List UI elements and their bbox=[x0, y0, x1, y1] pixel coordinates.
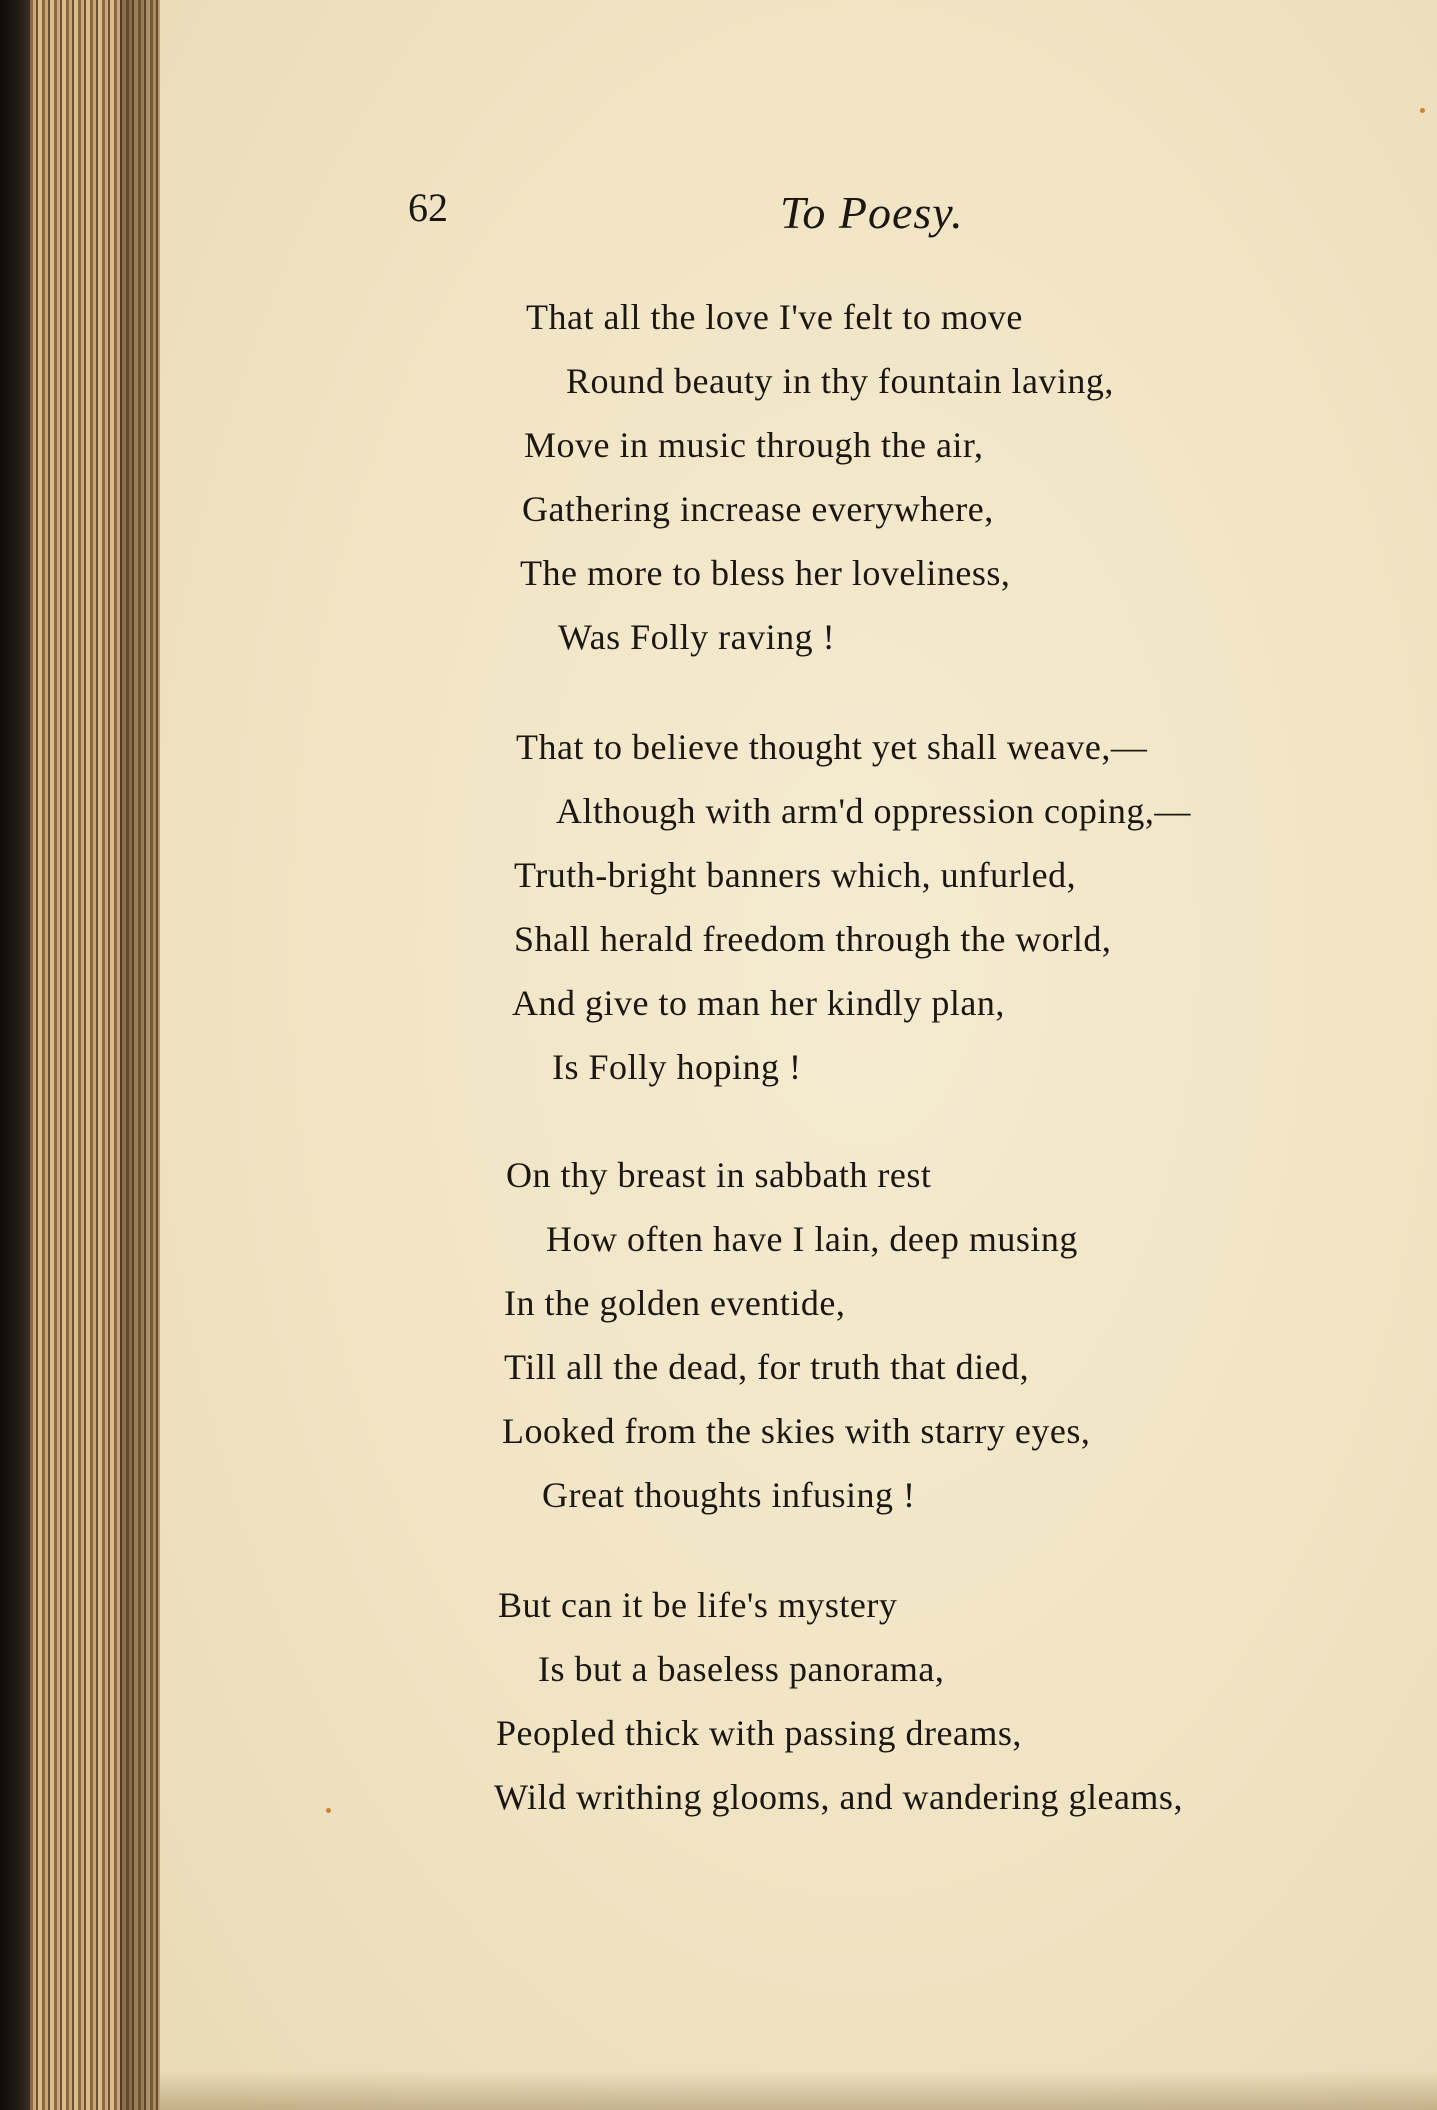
poem-line: Wild writhing glooms, and wandering gleams, bbox=[494, 1777, 1183, 1817]
poem-line: Is Folly hoping ! bbox=[552, 1047, 802, 1087]
poem-line: In the golden eventide, bbox=[504, 1283, 846, 1323]
poem-line: And give to man her kindly plan, bbox=[512, 983, 1005, 1023]
poem-line: Till all the dead, for truth that died, bbox=[504, 1347, 1030, 1387]
poem-line: On thy breast in sabbath rest bbox=[506, 1155, 932, 1195]
poem-line: That to believe thought yet shall weave,— bbox=[516, 727, 1148, 767]
poem-line: Round beauty in thy fountain laving, bbox=[566, 361, 1114, 401]
page-number: 62 bbox=[408, 185, 448, 230]
running-head: To Poesy. bbox=[780, 187, 964, 238]
poem-line: Move in music through the air, bbox=[524, 425, 984, 465]
poem-line: Is but a baseless panorama, bbox=[538, 1649, 945, 1689]
poem-line: Great thoughts infusing ! bbox=[542, 1475, 916, 1515]
poem-line: That all the love I've felt to move bbox=[526, 297, 1023, 337]
poem-line: How often have I lain, deep musing bbox=[546, 1219, 1078, 1259]
poem-line: The more to bless her loveliness, bbox=[520, 553, 1011, 593]
poem-line: Truth-bright banners which, unfurled, bbox=[514, 855, 1077, 895]
poem-line: Was Folly raving ! bbox=[558, 617, 836, 657]
poem-line: Looked from the skies with starry eyes, bbox=[502, 1411, 1091, 1451]
poem-line: But can it be life's mystery bbox=[498, 1585, 898, 1625]
poem-line: Shall herald freedom through the world, bbox=[514, 919, 1112, 959]
poem-line: Although with arm'd oppression coping,— bbox=[556, 791, 1191, 831]
poem-line: Peopled thick with passing dreams, bbox=[496, 1713, 1022, 1753]
poem-line: Gathering increase everywhere, bbox=[522, 489, 994, 529]
